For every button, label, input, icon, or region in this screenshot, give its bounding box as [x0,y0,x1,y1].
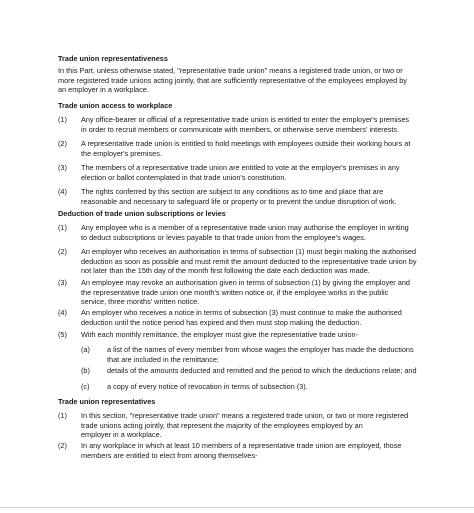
item-line: trade unions acting jointly, that represent the majority of the employees employed by an [81,420,363,430]
item-number: (2) [58,247,67,256]
item-number: (1) [58,223,67,232]
list-item [81,278,441,307]
item-number: (3) [58,163,67,172]
sub-list-item [107,382,467,392]
item-number: (1) [58,411,67,420]
section-heading: Trade union representativeness [58,54,168,63]
subitem-letter: (c) [81,382,90,391]
item-number: (5) [58,330,67,339]
item-line: not later than the 15th day of the month first following the date each deduction was made. [81,266,370,276]
item-line: In this section, "representative trade union" means a registered trade union, or two or more registered [81,411,409,420]
item-line: With each monthly remittance, the employer must give the representative trade union- [81,330,359,339]
list-item [81,411,441,440]
list-item [81,187,441,206]
subitem-letter: (a) [81,345,90,354]
item-line: An employer who receives an authorisation in terms of subsection (1) must begin making the authorised [81,247,417,256]
list-item [81,308,441,327]
list-item [81,139,441,158]
item-line: employer in a workplace. [81,430,162,440]
item-number: (1) [58,115,67,124]
item-number: (4) [58,187,67,196]
item-line: deduction until the notice period has expired and then must stop making the deduction. [81,317,362,327]
item-line: deduction as soon as possible and must remit the amount deducted to the representative trade union by [81,256,417,266]
paragraph-line: an employer in a workplace. [58,85,149,95]
item-line: An employee may revoke an authorisation given in terms of subsection (1) by giving the employer and [81,278,410,287]
item-line: The members of a representative trade union are entitled to vote at the employer's premises in any [81,163,400,172]
page-bottom-divider [0,507,474,508]
paragraph-line: more registered trade unions acting jointly, that are sufficiently representative of the employees employed by [58,75,407,85]
section-heading: Trade union access to workplace [58,101,173,110]
item-line: service, three months' written notice. [81,297,200,307]
list-item [81,163,441,182]
list-item [81,247,441,276]
list-item [81,330,441,340]
item-line: reasonable and necessary to safeguard life or property or to prevent the undue disruption of work. [81,196,397,206]
item-line: the representative trade union one month's written notice or, if the employee works in the public [81,287,389,297]
section-heading: Deduction of trade union subscriptions or levies [58,209,226,218]
item-line: in order to recruit members or communicate with members, or otherwise serve members' interests. [81,124,400,134]
item-line: Any employee who is a member of a representative trade union may authorise the employer in writing [81,223,409,232]
list-item [81,441,441,460]
subitem-line: a copy of every notice of revocation in terms of subsection (3). [107,382,308,391]
item-line: In any workplace in which at least 10 members of a representative trade union are employed, those [81,441,402,450]
item-line: to deduct subscriptions or levies payable to that trade union from the employee's wages. [81,232,366,242]
section-heading: Trade union representatives [58,397,156,406]
item-line: members are entitled to elect from among themselves- [81,450,258,460]
subitem-line: a list of the names of every member from whose wages the employer has made the deductions [107,345,414,354]
sub-list-item [107,366,467,376]
item-line: Any office-bearer or official of a representative trade union is entitled to enter the employer's premises [81,115,410,124]
item-number: (2) [58,441,67,450]
item-line: The rights conferred by this section are subject to any conditions as to time and place that are [81,187,384,196]
item-line: the employer's premises. [81,148,162,158]
list-item [81,115,441,134]
list-item [81,223,441,242]
item-number: (3) [58,278,67,287]
subitem-letter: (b) [81,366,90,375]
item-number: (2) [58,139,67,148]
subitem-line: that are included in the remittance; [107,354,219,364]
item-line: A representative trade union is entitled to hold meetings with employees outside their working hours at [81,139,411,148]
sub-list-item [107,345,467,364]
paragraph [58,66,438,95]
item-line: election or ballot contemplated in that trade union's constitution. [81,172,287,182]
item-number: (4) [58,308,67,317]
item-line: An employer who receives a notice in terms of subsection (3) must continue to make the authorised [81,308,402,317]
subitem-line: details of the amounts deducted and remitted and the period to which the deductions relate; and [107,366,417,375]
paragraph-line: In this Part, unless otherwise stated, "representative trade union" means a registered trade union, or two or [58,66,403,75]
